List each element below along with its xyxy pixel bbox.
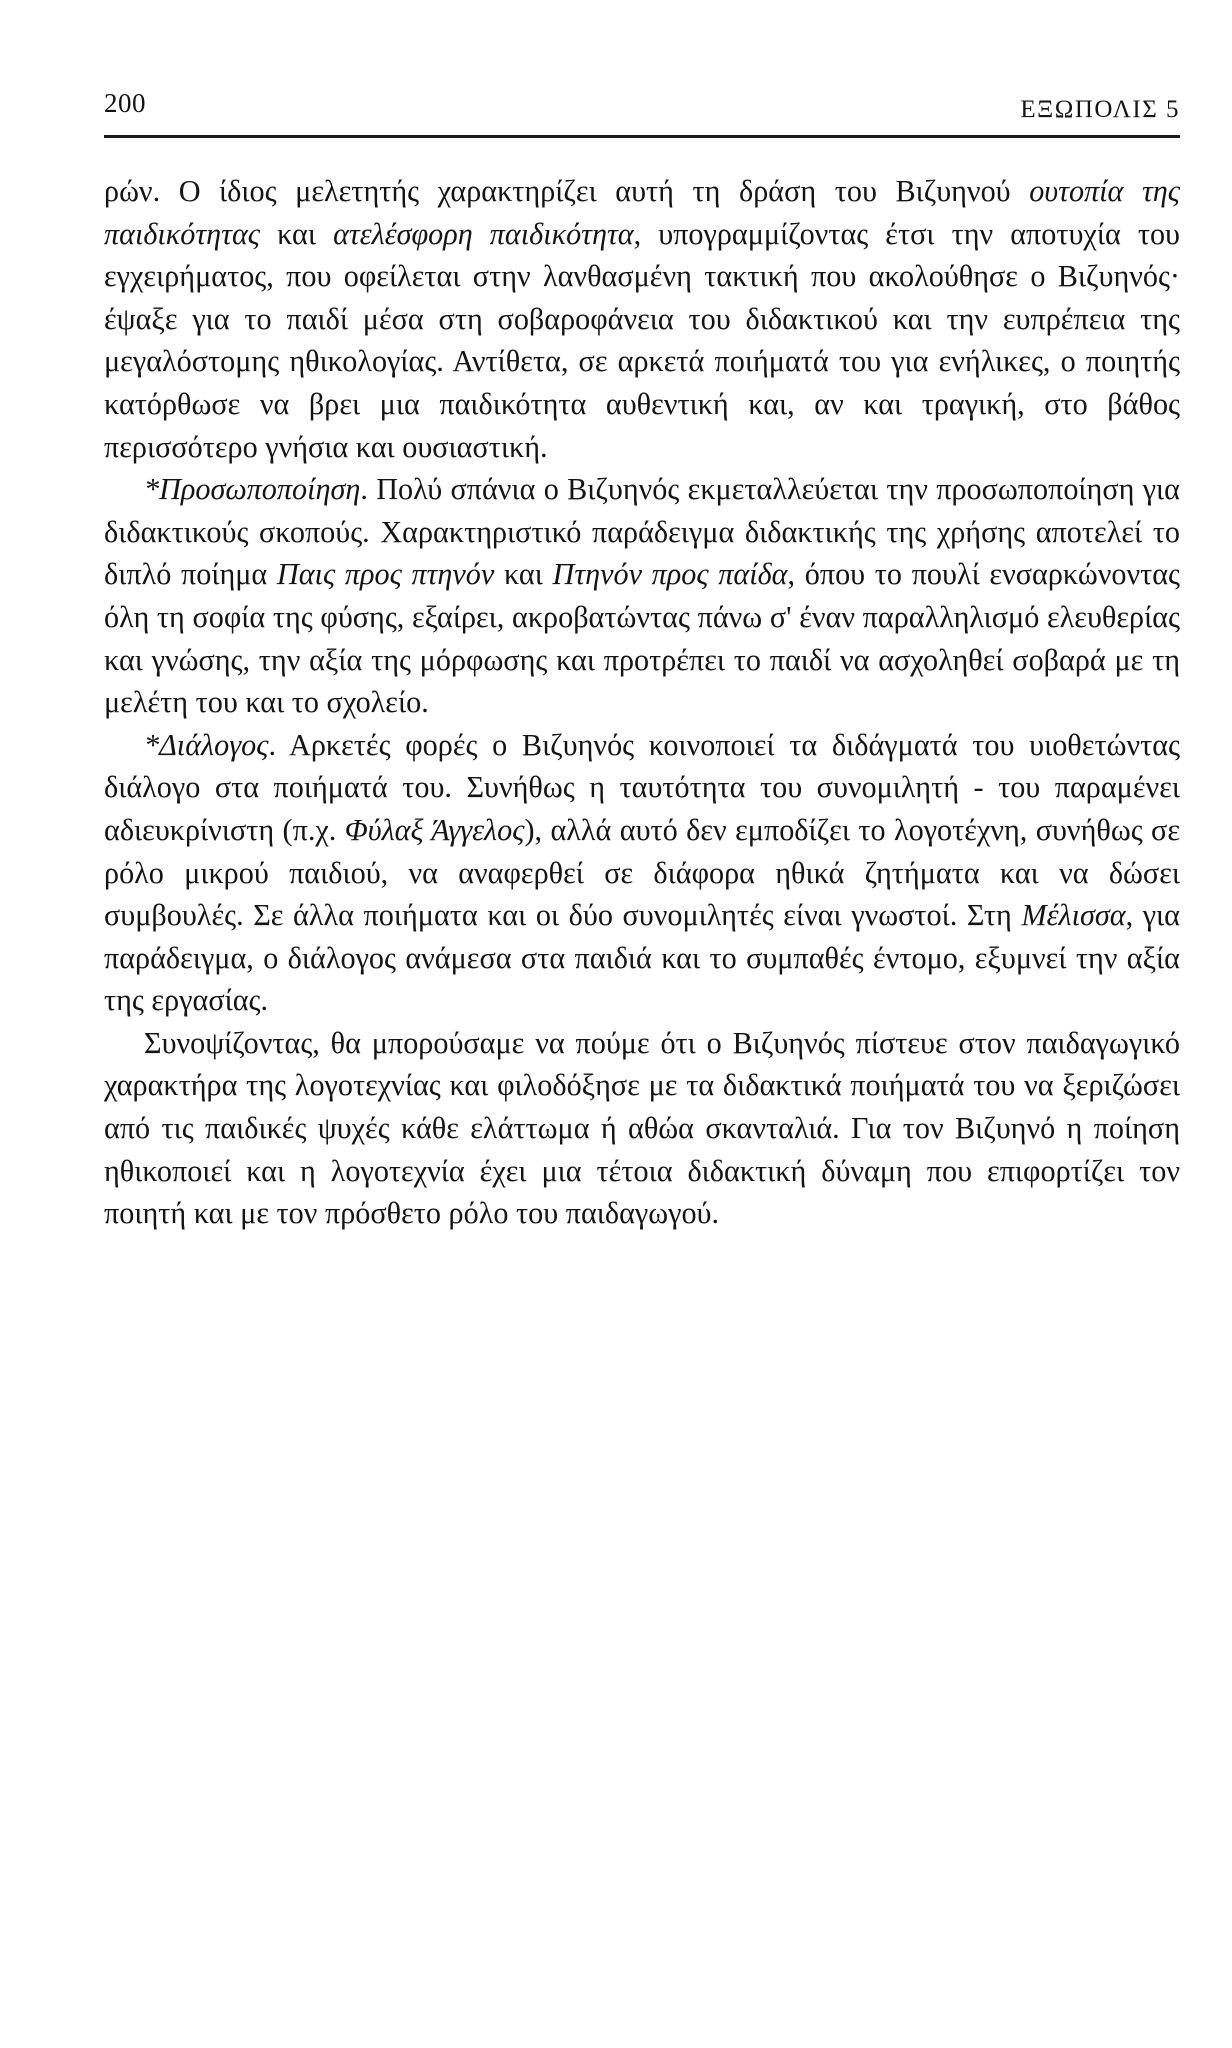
paragraph-1 — [104, 170, 1180, 468]
text-run: . Πολύ σπάνια ο Βιζυηνός εκμεταλλεύεται την προσωποποίηση για διδακτικούς σκοπούς. Χαρακτηριστικό παράδειγμα διδακτικής της χρήσης αποτελεί το διπλό ποίημα — [104, 472, 1180, 592]
text-run: και — [494, 557, 553, 592]
section-term: *Προσωποποίηση — [144, 472, 361, 507]
text-run: , για παράδειγμα, ο διάλογος ανάμεσα στα παιδιά και το συμπαθές έντομο, εξυμνεί την αξία της εργασίας. — [104, 898, 1181, 1018]
text-run: και — [260, 216, 334, 251]
body-text — [104, 170, 1180, 1235]
poem-title: Φύλαξ Άγγελος — [344, 812, 525, 847]
journal-title: ΕΞΩΠΟΛΙΣ 5 — [1020, 96, 1180, 123]
poem-title: Παις προς πτηνόν — [276, 557, 495, 592]
text-run: ), αλλά αυτό δεν εμποδίζει το λογοτέχνη, συνήθως σε ρόλο μικρού παιδιού, να αναφερθεί σε διάφορα ηθικά ζητήματα και να δώσει συμβουλές. Σε άλλα ποιήματα και οι δύο συνομιλητές είναι γνωστοί. Στη — [104, 812, 1180, 933]
italic-phrase: ατελέσφορη παιδικότητα — [333, 216, 634, 251]
section-term: *Διάλογος — [144, 727, 269, 762]
header-rule — [104, 135, 1180, 138]
text-run: , όπου το πουλί ενσαρκώνοντας όλη τη σοφία της φύσης, εξαίρει, ακροβατώντας πάνω σ' έναν παραλληλισμό ελευθερίας και γνώσης, την αξία της μόρφωσης και προτρέπει το παιδί να ασχοληθεί σοβαρά με τη μελέτη του και το σχολείο. — [104, 557, 1180, 720]
paragraph-personification — [104, 468, 1180, 724]
page-number: 200 — [104, 88, 146, 118]
poem-title: Μέλισσα — [1021, 898, 1126, 933]
running-head — [104, 88, 1180, 134]
poem-title: Πτηνόν προς παίδα — [552, 557, 788, 592]
text-run: , υπογραμμίζοντας έτσι την αποτυχία του εγχειρήματος, που οφείλεται στην λανθασμένη τακτική που ακολούθησε ο Βιζυηνός· έψαξε για το παιδί μέσα στη σοβαροφάνεια του διδακτικού και την ευπρέπεια της μεγαλόστομης ηθικολογίας. Αντίθετα, σε αρκετά ποιήματά του για ενήλικες, ο ποιητής κατόρθωσε να βρει μια παιδικότητα αυθεντική και, αν και τραγική, στο βάθος περισσότερο γνήσια και ουσιαστική. — [104, 216, 1181, 464]
italic-phrase: ουτοπία της παιδικότητας — [104, 174, 1180, 251]
paragraph-conclusion — [104, 1022, 1180, 1235]
text-run: . Αρκετές φορές ο Βιζυηνός κοινοποιεί τα διδάγματά του υιοθετώντας διάλογο στα ποιήματά του. Συνήθως η ταυτότητα του συνομιλητή - του παραμένει αδιευκρίνιστη (π.χ. — [104, 727, 1180, 847]
paragraph-dialogue — [104, 724, 1180, 1022]
text-run: Συνοψίζοντας, θα μπορούσαμε να πούμε ότι ο Βιζυηνός πίστευε στον παιδαγωγικό χαρακτήρα της λογοτεχνίας και φιλοδόξησε με τα διδακτικά ποιήματά του να ξεριζώσει από τις παιδικές ψυχές κάθε ελάττωμα ή αθώα σκανταλιά. Για τον Βιζυηνό η ποίηση ηθικοποιεί και η λογοτεχνία έχει μια τέτοια διδακτική δύναμη που επιφορτίζει τον ποιητή και με τον πρόσθετο ρόλο του παιδαγωγού. — [104, 1025, 1180, 1231]
text-run: ρών. Ο ίδιος μελετητής χαρακτηρίζει αυτή τη δράση του Βιζυηνού — [104, 174, 1030, 208]
